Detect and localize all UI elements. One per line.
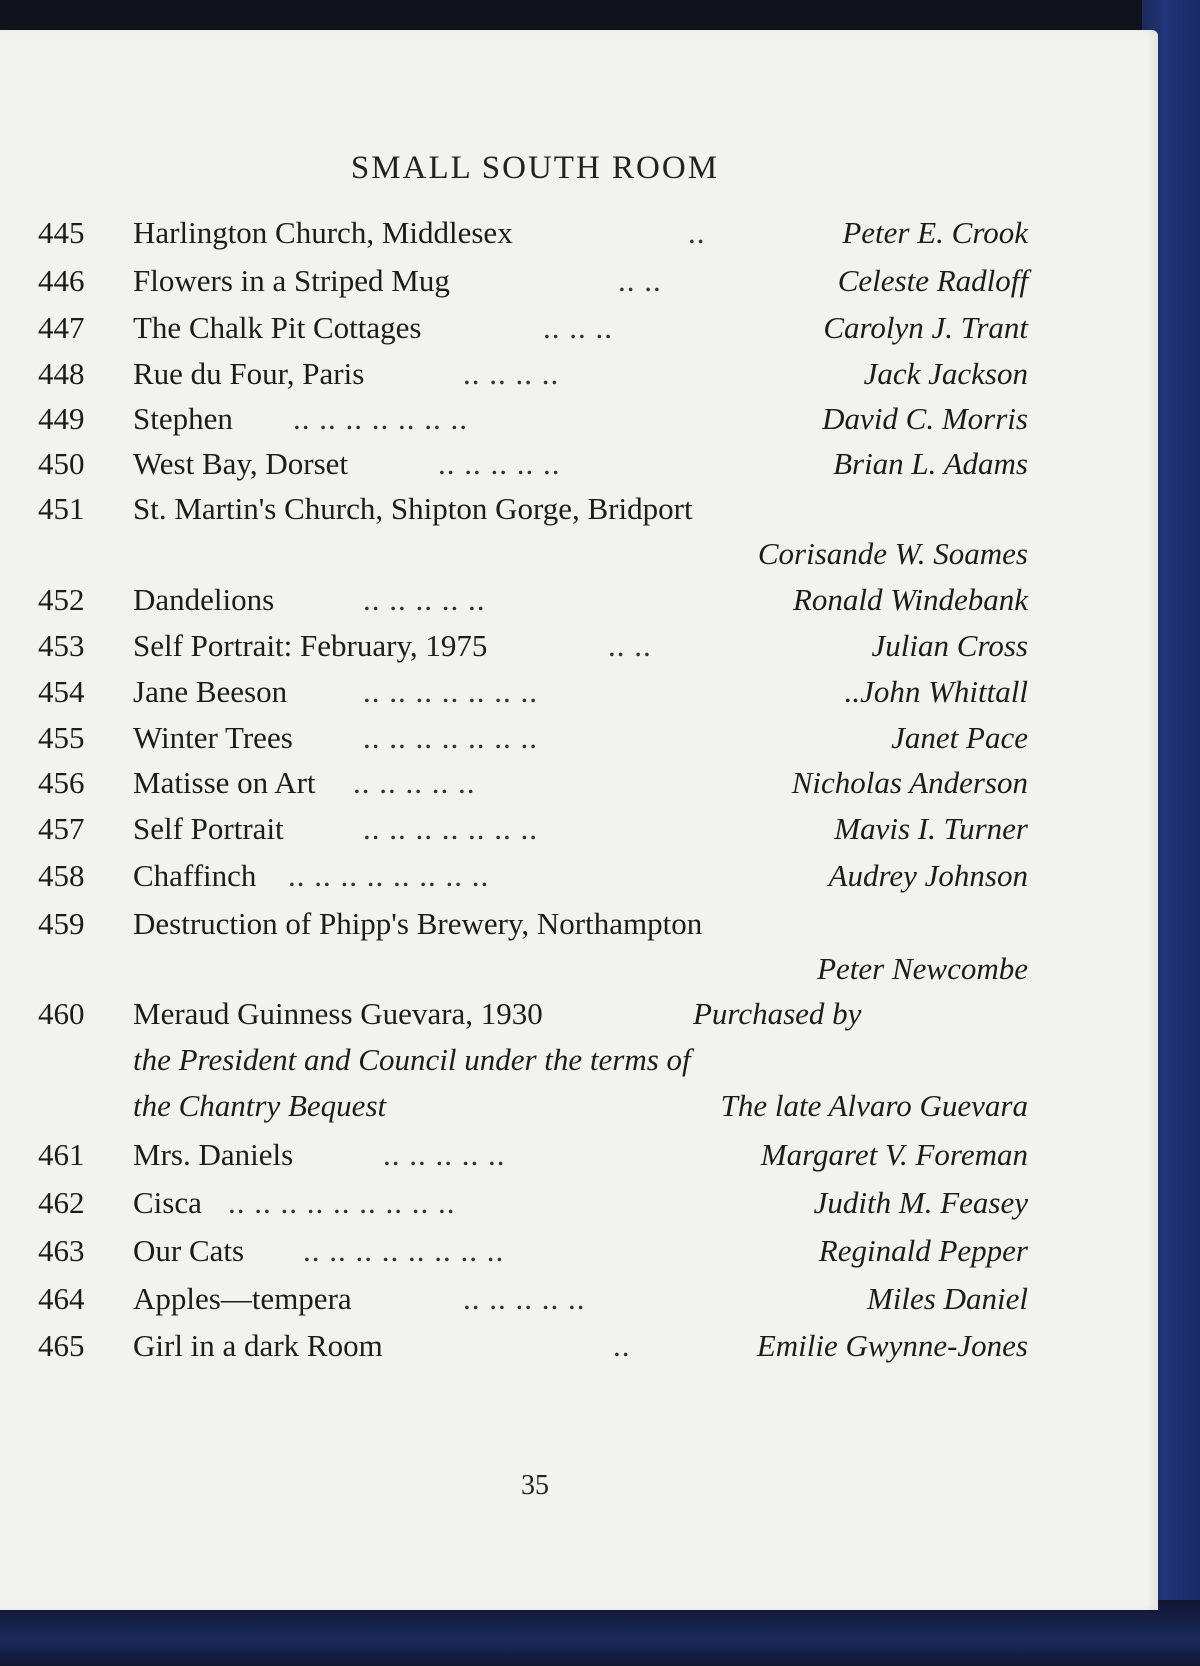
catalogue-entry — [38, 858, 1028, 904]
entry-title: Flowers in a Striped Mug — [133, 263, 450, 298]
entry-title: Meraud Guinness Guevara, 1930 — [133, 996, 543, 1031]
catalogue-entry — [38, 674, 1028, 720]
page-number: 35 — [521, 1470, 549, 1501]
entry-number: 454 — [38, 674, 85, 709]
entry-number: 446 — [38, 263, 85, 298]
entry-number: 461 — [38, 1137, 85, 1172]
catalogue-entry — [38, 401, 1028, 447]
leader-dots: .. .. .. .. .. .. .. .. .. — [228, 1185, 456, 1220]
catalogue-entry — [38, 582, 1028, 628]
entry-artist: Julian Cross — [871, 628, 1028, 663]
entry-number: 455 — [38, 720, 85, 755]
entry-title: Winter Trees — [133, 720, 293, 755]
entry-number: 462 — [38, 1185, 85, 1220]
entry-title: Self Portrait: February, 1975 — [133, 628, 488, 663]
entry-artist: Peter Newcombe — [817, 951, 1028, 986]
catalogue-entry — [38, 446, 1028, 492]
entry-number: 457 — [38, 811, 85, 846]
entry-artist: Janet Pace — [891, 720, 1028, 755]
entry-artist: David C. Morris — [822, 401, 1028, 436]
entry-note-line: the President and Council under the terms of — [133, 1042, 691, 1077]
entry-number: 465 — [38, 1328, 85, 1363]
catalogue-entry — [38, 1137, 1028, 1183]
entry-title: Rue du Four, Paris — [133, 356, 365, 391]
entry-title: Matisse on Art — [133, 765, 316, 800]
entry-number: 452 — [38, 582, 85, 617]
entry-artist: Mavis I. Turner — [834, 811, 1028, 846]
leader-dots: .. .. .. .. .. — [353, 765, 476, 800]
leader-dots: .. .. .. .. .. — [463, 1281, 586, 1316]
entry-artist: Corisande W. Soames — [757, 536, 1028, 571]
leader-dots: .. .. — [618, 263, 662, 298]
catalogue-entry — [38, 1233, 1028, 1279]
catalogue-entry-continued — [38, 536, 1028, 582]
entry-artist: Nicholas Anderson — [791, 765, 1028, 800]
entry-number: 459 — [38, 906, 85, 941]
entry-title: Destruction of Phipp's Brewery, Northampton — [133, 906, 703, 941]
entry-artist: Miles Daniel — [867, 1281, 1028, 1316]
leader-dots: .. .. .. .. — [463, 356, 560, 391]
entry-note: Purchased by — [693, 996, 862, 1031]
catalogue-entry — [38, 628, 1028, 674]
catalogue-entry — [38, 906, 1028, 952]
entry-number: 458 — [38, 858, 85, 893]
catalogue-entry — [38, 310, 1028, 356]
entry-artist: Jack Jackson — [863, 356, 1028, 391]
entry-number: 464 — [38, 1281, 85, 1316]
entry-title: Chaffinch — [133, 858, 257, 893]
entry-title: St. Martin's Church, Shipton Gorge, Bridport — [133, 491, 693, 526]
entry-artist: Carolyn J. Trant — [823, 310, 1028, 345]
entry-number: 460 — [38, 996, 85, 1031]
catalogue-entry — [38, 720, 1028, 766]
entry-artist: Celeste Radloff — [837, 263, 1028, 298]
entry-number: 449 — [38, 401, 85, 436]
entry-number: 445 — [38, 215, 85, 250]
leader-dots: .. .. .. .. .. .. .. — [293, 401, 468, 436]
entry-title: Self Portrait — [133, 811, 284, 846]
entry-artist: Audrey Johnson — [828, 858, 1028, 893]
entry-note: the Chantry Bequest — [133, 1088, 387, 1123]
leader-dots: .. .. .. .. .. .. .. — [363, 720, 538, 755]
entry-number: 450 — [38, 446, 85, 481]
leader-dots: .. .. .. .. .. — [363, 582, 486, 617]
entry-number: 448 — [38, 356, 85, 391]
entry-title: Harlington Church, Middlesex — [133, 215, 513, 250]
leader-dots: .. — [613, 1328, 631, 1363]
catalogue-entry — [38, 811, 1028, 857]
leader-dots: .. .. .. — [543, 310, 613, 345]
entry-artist: Judith M. Feasey — [813, 1185, 1028, 1220]
leader-dots: .. .. .. .. .. .. .. — [363, 674, 538, 709]
leader-dots: .. .. .. .. .. — [438, 446, 561, 481]
entry-title: Cisca — [133, 1185, 202, 1220]
page-heading: SMALL SOUTH ROOM — [350, 150, 720, 186]
entry-title: Dandelions — [133, 582, 275, 617]
leader-dots: .. .. .. .. .. .. .. — [363, 811, 538, 846]
leader-dots: .. — [688, 215, 706, 250]
entry-number: 453 — [38, 628, 85, 663]
leader-dots: .. .. .. .. .. .. .. .. — [303, 1233, 505, 1268]
leader-dots: .. .. .. .. .. .. .. .. — [288, 858, 490, 893]
entry-number: 456 — [38, 765, 85, 800]
leader-dots: .. .. .. .. .. — [383, 1137, 506, 1172]
catalogue-entry — [38, 1328, 1028, 1374]
entry-number: 451 — [38, 491, 85, 526]
entry-title: Girl in a dark Room — [133, 1328, 383, 1363]
entry-artist: ..John Whittall — [844, 674, 1028, 709]
entry-title: Stephen — [133, 401, 233, 436]
entry-artist: Ronald Windebank — [792, 582, 1028, 617]
entry-note-line — [133, 1088, 1028, 1134]
entry-title: Our Cats — [133, 1233, 245, 1268]
entry-number: 447 — [38, 310, 85, 345]
catalogue-entry — [38, 356, 1028, 402]
catalogue-entry — [38, 491, 1028, 537]
entry-title: West Bay, Dorset — [133, 446, 349, 481]
catalogue-entry — [38, 1185, 1028, 1231]
entry-artist: Brian L. Adams — [833, 446, 1028, 481]
catalogue-entry — [38, 765, 1028, 811]
catalogue-entry-continued — [38, 951, 1028, 997]
entry-artist: Peter E. Crook — [842, 215, 1028, 250]
entry-number: 463 — [38, 1233, 85, 1268]
leader-dots: .. .. — [608, 628, 652, 663]
catalogue-entry — [38, 996, 1028, 1042]
catalogue-entry — [38, 263, 1028, 309]
entry-title: The Chalk Pit Cottages — [133, 310, 422, 345]
entry-title: Apples—tempera — [133, 1281, 352, 1316]
entry-title: Mrs. Daniels — [133, 1137, 294, 1172]
catalogue-page — [0, 30, 1158, 1610]
catalogue-entry — [38, 1281, 1028, 1327]
entry-artist: Reginald Pepper — [818, 1233, 1028, 1268]
entry-artist: The late Alvaro Guevara — [720, 1088, 1028, 1123]
entry-artist: Margaret V. Foreman — [760, 1137, 1028, 1172]
catalogue-entry — [38, 215, 1028, 261]
entry-artist: Emilie Gwynne-Jones — [756, 1328, 1028, 1363]
entry-title: Jane Beeson — [133, 674, 288, 709]
